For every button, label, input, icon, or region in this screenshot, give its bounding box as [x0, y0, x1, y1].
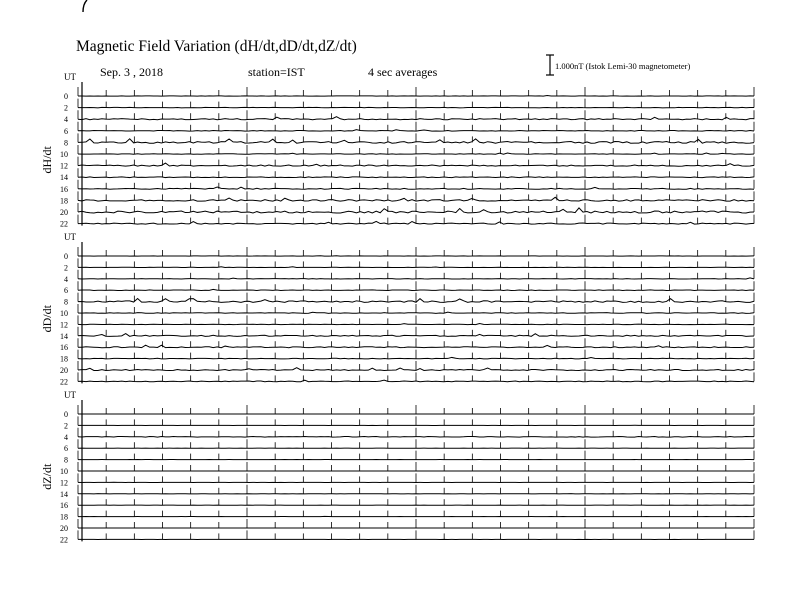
- ut-label: UT: [64, 232, 76, 242]
- ut-row-label: 0: [64, 410, 68, 419]
- ut-row-label: 18: [60, 354, 68, 364]
- ut-row-label: 14: [60, 173, 68, 183]
- ut-row-label: 4: [64, 432, 68, 442]
- ut-row-label: 22: [60, 377, 68, 387]
- ut-row-label: 22: [60, 219, 68, 229]
- ut-row-label: 6: [64, 126, 68, 136]
- ut-row-label: 10: [60, 309, 68, 318]
- ut-row-label: 22: [60, 535, 68, 545]
- ut-row-label: 8: [64, 297, 68, 307]
- ut-row-label: 16: [60, 501, 68, 511]
- ut-row-label: 6: [64, 444, 68, 454]
- ut-row-label: 2: [64, 263, 68, 273]
- ut-row-label: 16: [60, 184, 68, 194]
- panel-dD-dt: [40, 232, 754, 386]
- ut-row-label: 0: [64, 252, 68, 261]
- ut-label: UT: [64, 72, 76, 82]
- ut-row-label: 4: [64, 115, 68, 125]
- scale-bar-label: 1.000nT (Istok Lemi-30 magnetometer): [555, 61, 691, 71]
- ut-row-label: 0: [64, 92, 68, 101]
- ut-row-label: 10: [60, 150, 68, 159]
- y-axis-label: dH/dt: [40, 146, 54, 174]
- ut-row-label: 16: [60, 343, 68, 353]
- y-axis-label: dD/dt: [40, 305, 54, 333]
- ut-row-label: 20: [60, 208, 68, 217]
- date-label: Sep. 3 , 2018: [100, 65, 163, 79]
- panel-dZ-dt: [40, 390, 754, 544]
- ut-row-label: 10: [60, 467, 68, 476]
- ut-row-label: 14: [60, 331, 68, 341]
- ut-row-label: 18: [60, 196, 68, 206]
- ut-label: UT: [64, 390, 76, 400]
- ut-row-label: 8: [64, 138, 68, 148]
- panel-dH-dt: [40, 72, 754, 229]
- ut-row-label: 6: [64, 286, 68, 296]
- ut-row-label: 8: [64, 455, 68, 465]
- station-label: station=IST: [248, 65, 305, 79]
- ut-row-label: 20: [60, 524, 68, 533]
- ut-row-label: 12: [60, 320, 68, 330]
- ut-row-label: 2: [64, 103, 68, 113]
- ut-row-label: 18: [60, 512, 68, 522]
- top-axis-fragment: [83, 0, 87, 12]
- ut-row-label: 14: [60, 489, 68, 499]
- ut-row-label: 12: [60, 161, 68, 171]
- y-axis-label: dZ/dt: [40, 463, 54, 490]
- ut-row-label: 12: [60, 478, 68, 488]
- scale-bar: [546, 55, 554, 75]
- chart-title: Magnetic Field Variation (dH/dt,dD/dt,dZ/dt): [76, 38, 357, 55]
- ut-row-label: 2: [64, 421, 68, 431]
- ut-row-label: 20: [60, 366, 68, 375]
- averaging-label: 4 sec averages: [368, 65, 438, 79]
- ut-row-label: 4: [64, 274, 68, 284]
